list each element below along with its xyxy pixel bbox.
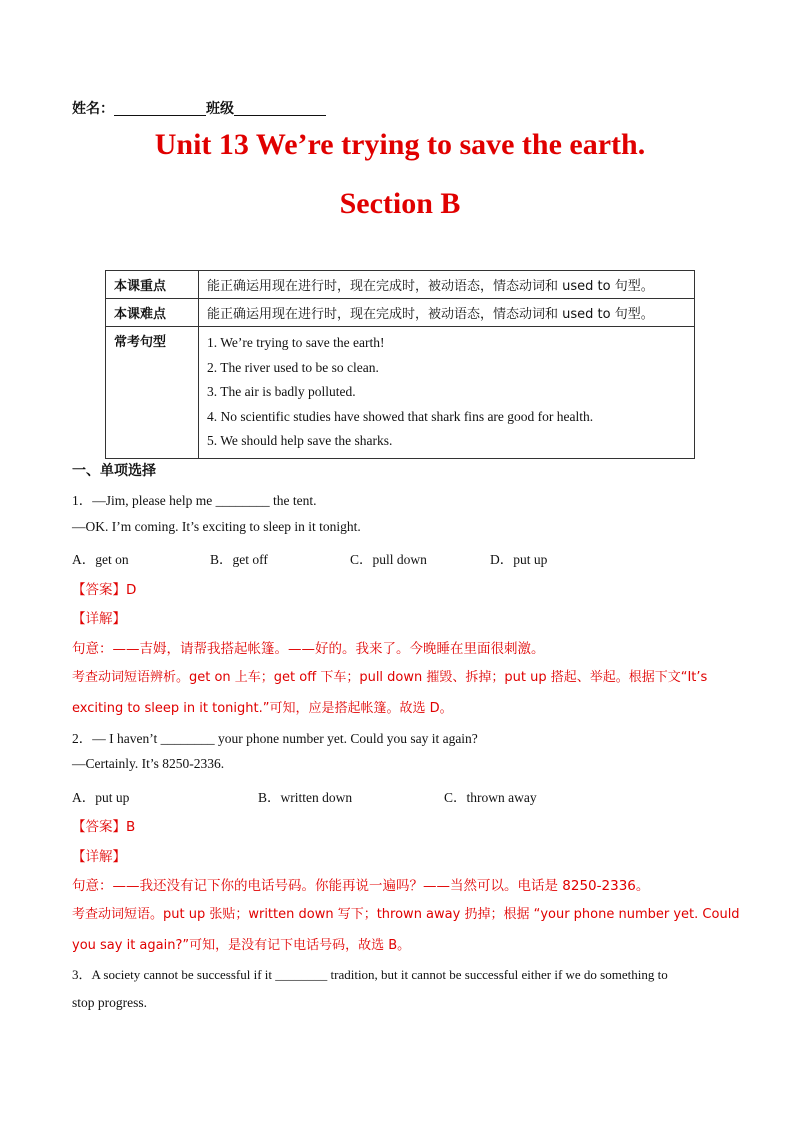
section-heading: 一、单项选择 <box>72 463 156 479</box>
option-c: C．thrown away <box>444 790 537 805</box>
explanation-line: you say it again?”可知，是没有记下电话号码，故选 B。 <box>72 938 411 953</box>
option-b: B．get off <box>210 552 268 567</box>
name-label: 姓名： <box>72 101 114 117</box>
question-stem-cont: stop progress. <box>72 995 147 1010</box>
option-c: C．pull down <box>350 552 427 567</box>
detail-label: 【详解】 <box>72 611 126 627</box>
sentence-item: 2. The river used to be so clean. <box>207 359 379 375</box>
explanation-line: 考查动词短语。put up 张贴；written down 写下；thrown away 扔掉；根据 “your phone number yet. Could <box>72 907 740 922</box>
option-a: A．put up <box>72 790 130 805</box>
sentence-meaning: 句意：——吉姆，请帮我搭起帐篷。——好的。我来了。今晚睡在里面很刺激。 <box>72 641 545 657</box>
student-info-line <box>72 98 326 118</box>
name-blank[interactable] <box>114 101 206 116</box>
class-label: 班级 <box>206 101 234 117</box>
detail-label: 【详解】 <box>72 849 126 865</box>
explanation-line: exciting to sleep in it tonight.”可知，应是搭起帐篷。故选 D。 <box>72 701 453 716</box>
table-row <box>106 271 695 299</box>
table-row <box>106 327 695 459</box>
question-reply: —Certainly. It’s 8250-2336. <box>72 756 225 771</box>
unit-title: Unit 13 We’re trying to save the earth. <box>154 128 646 161</box>
row-label: 本课重点 <box>106 271 199 299</box>
section-title: Section B <box>339 187 461 220</box>
key-sentences <box>199 327 695 459</box>
table-row <box>106 299 695 327</box>
option-d: D．put up <box>490 552 548 567</box>
lesson-info-table <box>105 270 695 459</box>
sentence-item: 1. We’re trying to save the earth! <box>207 335 385 350</box>
sentence-meaning: 句意：——我还没有记下你的电话号码。你能再说一遍吗？——当然可以。电话是 8250-2336。 <box>72 878 650 894</box>
row-label: 本课难点 <box>106 299 199 327</box>
explanation-line: 考查动词短语辨析。get on 上车；get off 下车；pull down 摧毁、拆掉；put up 搭起、举起。根据下文“It’s <box>72 670 708 685</box>
class-blank[interactable] <box>234 101 326 116</box>
answer: 【答案】B <box>72 819 136 835</box>
question-stem: 1．—Jim, please help me ________ the tent. <box>72 493 317 508</box>
question-stem: 2．— I haven’t ________ your phone number yet. Could you say it again? <box>72 731 478 746</box>
row-content: 能正确运用现在进行时，现在完成时，被动语态，情态动词和 used to 句型。 <box>199 271 695 299</box>
option-b: B．written down <box>258 790 353 805</box>
option-a: A．get on <box>72 552 129 567</box>
row-label: 常考句型 <box>106 327 199 459</box>
sentence-item: 5. We should help save the sharks. <box>207 433 393 448</box>
question-reply: —OK. I’m coming. It’s exciting to sleep in it tonight. <box>72 519 361 534</box>
sentence-item: 4. No scientific studies have showed that shark fins are good for health. <box>207 408 594 424</box>
answer: 【答案】D <box>72 582 137 598</box>
question-stem: 3．A society cannot be successful if it ________ tradition, but it cannot be successful either if we do something to <box>72 967 668 982</box>
sentence-item: 3. The air is badly polluted. <box>207 384 356 399</box>
row-content: 能正确运用现在进行时，现在完成时，被动语态，情态动词和 used to 句型。 <box>199 299 695 327</box>
